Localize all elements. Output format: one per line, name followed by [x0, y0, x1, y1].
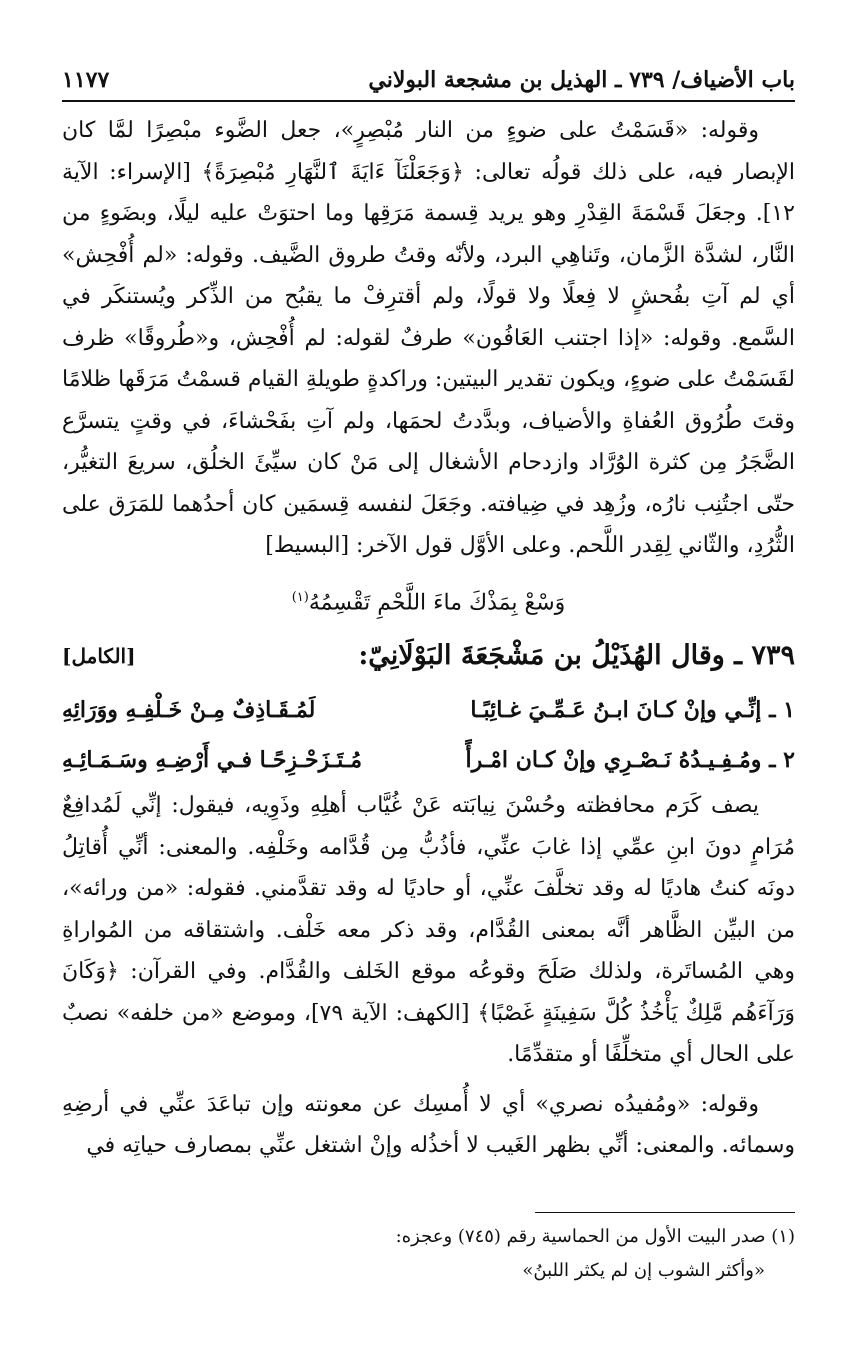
- poem-meter: [الكامل]: [62, 644, 136, 669]
- commentary-paragraph: وقوله: «قَسَمْتُ على ضوءٍ من النار مُبْصِرٍ»، جعل الضَّوء مبْصِرًا لمَّا كان الإبصار فيه، على ذلك قولُه تعالى: ﴿وَجَعَلْنَآ ءَايَةَ ٱلنَّهَارِ مُبْصِرَةً﴾ [الإسراء: الآية ١٢]. وجعَلَ قَسْمَةَ القِدْرِ وهو يريد قِسمة مَرَقِها وما احتوَتْ عليه ليلًا، وبضَوءٍ من النَّار، لشدَّة الزَّمان، وتَناهِي البرد، ولأنّه وقتُ طروق الضَّيف. وقوله: «لم أُفْحِش» أي لم آتِ بفُحشٍ لا فِعلًا ولا قولًا، ولم أقترِفْ ما يقبُح من الذِّكر ويُستنكَر في السَّمع. وقوله: «إذا اجتنب العَافُون» طرفٌ لقوله: لم أُفْحِش، و«طُروقًا» ظرف لقَسَمْتُ على ضوءٍ، ويكون تقدير البيتين: وراكدةٍ طويلةِ القيام قسمْتُ مَرَقَها ظلامًا وقتَ طُرُوق العُفاةِ والأضياف، وبدَّدتُ لحمَها، ولم آتِ بفَحْشاءَ، في وقتٍ يتسرَّع الضَّجَرُ مِن كثرة الوُرَّاد وازدحام الأشغال إلى مَنْ كان سيِّئَ الخلُق، سريعَ التغيُّر، حتّى اجتُنِب نارُه، وزُهِد في ضِيافته. وجَعَلَ لنفسه قِسمَين كان أحدُهما للمَرَق على الثُّرُدِ، والثّاني لِقِدر اللَّحم. وعلى الأوَّل قول الآخر: [البسيط]: [62, 118, 795, 558]
- footnote-1-verse: «وأكثر الشوب إن لم يكثر اللبنُ»: [522, 1260, 765, 1281]
- cited-verse: [62, 577, 795, 624]
- footnotes: [62, 1220, 795, 1288]
- footnote-divider: [535, 1212, 795, 1213]
- main-text: [62, 110, 795, 1167]
- footnote-1: (١) صدر البيت الأول من الحماسية رقم (٧٤٥) وعجزه:: [395, 1226, 795, 1247]
- poem-verse: [62, 685, 795, 735]
- commentary-paragraph: يصف كَرَم محافظته وحُسْنَ نِيابَته عَنْ غُيَّاب أهلِهِ وذَوِيه، فيقول: إنِّي لَمُدافِعٌ مُرَامٍ دونَ ابنِ عمِّي إذا غابَ عنِّي، فأذُبُّ مِن قُدَّامه وخَلْفِه. والمعنى: أنِّي أُقاتِلُ دونَه كنتُ هاديًا له وقد تخلَّفَ عنِّي، أو حاديًا له وقد تقدَّمني. فقوله: «من ورائه»، من البيِّن الظَّاهر أنَّه بمعنى القُدَّام، وقد ذكر معه خَلْف. واشتقاقه من المُواراةِ وهي المُساتَرة، ولذلك صَلَحَ وقوعُه موقع الخَلف والقُدَّام. وفي القرآن: ﴿وَكَانَ وَرَآءَهُم مَّلِكٌ يَأْخُذُ كُلَّ سَفِينَةٍ غَصْبًا﴾ [الكهف: الآية ٧٩]، وموضع «من خلفه» نصبٌ على الحال أي متخلِّفًا أو متقدِّمًا.: [62, 793, 796, 1068]
- cited-verse-text: وَسْعْ بِمَذْكَ ماءَ اللَّحْمِ تَقْسِمُهُ: [308, 589, 566, 615]
- commentary-paragraph: وقوله: «ومُفيدُه نصري» أي لا أُمسِك عن معونته وإن تباعَدَ عنِّي في أرضِهِ وسمائه. والمعنى: أنِّي بظهر الغَيب لا أخذُله وإنْ اشتغل عنِّي بمصارف حياتِه في: [62, 1091, 795, 1159]
- header-title: باب الأضياف/ ٧٣٩ ـ الهذيل بن مشجعة البولاني: [368, 67, 795, 93]
- verse-second-hemistich: مُـتَـزَحْـزِحًـا فـي أَرْضِـهِ وسَـمَـائِـهِ: [62, 747, 363, 774]
- page-number: ١١٧٧: [62, 67, 110, 93]
- footnote-marker: (١): [291, 589, 309, 605]
- running-header: [62, 62, 795, 98]
- header-divider: [62, 100, 795, 102]
- verse-second-hemistich: لَمُـقَـاذِفٌ مِـنْ خَـلْفِـهِ ووَرَائِهِ: [62, 697, 316, 724]
- poem-heading: [62, 631, 795, 681]
- poem-title: ٧٣٩ ـ وقال الهُذَيْلُ بن مَشْجَعَةَ البَوْلَانِيّ:: [358, 640, 795, 672]
- verse-first-hemistich: ٢ ـ ومُـفِـيـدُهُ نَـصْـرِي وإنْ كـان امْـرأً: [465, 747, 795, 774]
- verse-first-hemistich: ١ ـ إنِّـي وإنْ كـانَ ابـنُ عَـمِّـيَ غـائِبًـا: [470, 697, 795, 724]
- poem-verse: [62, 735, 795, 785]
